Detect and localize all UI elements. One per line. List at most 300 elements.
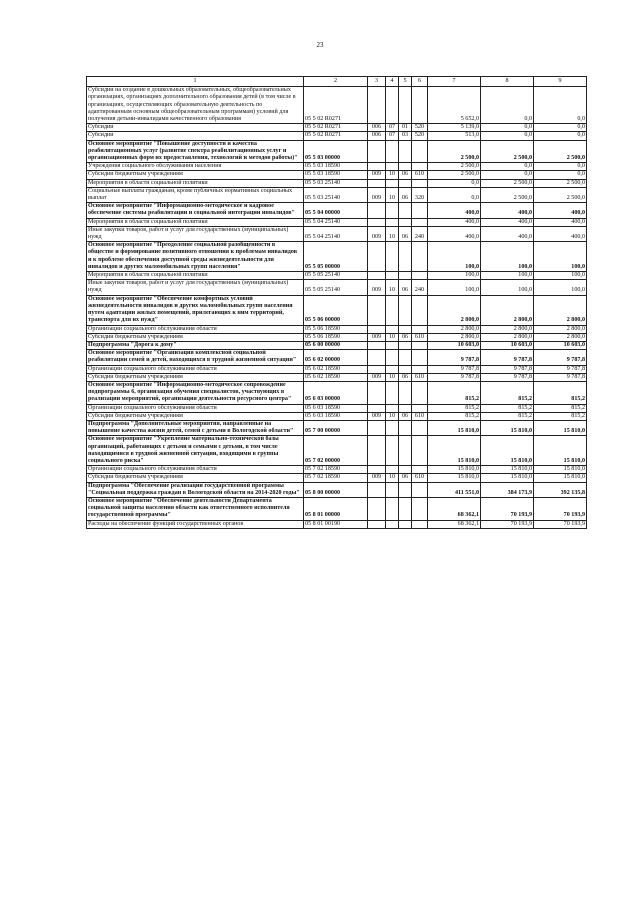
column-4-cell [386,272,399,280]
table-row [87,187,587,202]
column-5-cell [399,140,412,163]
budget-code-cell: 05 8 01 00190 [304,520,368,528]
column-3-cell [368,520,386,528]
column-8-value: 0,0 [481,132,534,140]
column-7-value: 0,0 [428,187,481,202]
budget-code-cell: 05 5 06 18590 [304,325,368,333]
table-row [87,365,587,373]
table-row [87,333,587,341]
column-6-cell [412,242,428,272]
column-9-value: 400,0 [534,203,587,218]
column-6-cell [412,350,428,365]
column-7-value: 9 787,8 [428,350,481,365]
column-header: 1 [87,77,304,87]
budget-code-cell: 05 5 02 R0271 [304,87,368,124]
budget-code-cell: 05 5 03 18590 [304,171,368,179]
column-7-value: 9 787,8 [428,373,481,381]
column-4-cell [386,325,399,333]
column-6-cell [412,203,428,218]
column-3-cell [368,365,386,373]
budget-code-cell: 05 5 03 25140 [304,187,368,202]
column-8-value: 100,0 [481,242,534,272]
column-7-value: 9 787,8 [428,365,481,373]
column-8-value: 2 800,0 [481,333,534,341]
column-header: 9 [534,77,587,87]
column-9-value: 15 810,0 [534,474,587,482]
column-7-value: 2 500,0 [428,163,481,171]
column-5-cell [399,325,412,333]
row-name-cell: Основное мероприятие "Преодоление социальной разобщенности в обществе и формирование позитивного отношения к проблемам инвалидов и к проблеме обеспечения доступной среды жизнедеятельности для инвалидов и других маломобильных групп населения" [87,242,304,272]
table-row [87,474,587,482]
table-row [87,325,587,333]
budget-code-cell: 05 7 00 00000 [304,420,368,435]
column-header: 6 [412,77,428,87]
column-5-cell [399,272,412,280]
column-8-value: 815,2 [481,412,534,420]
column-3-cell: 009 [368,333,386,341]
column-8-value: 15 810,0 [481,474,534,482]
budget-code-cell: 05 5 05 00000 [304,242,368,272]
table-row [87,482,587,497]
column-6-cell: 240 [412,280,428,295]
budget-code-cell: 05 5 04 25140 [304,226,368,241]
column-4-cell [386,420,399,435]
column-9-value: 2 500,0 [534,179,587,187]
column-7-value: 2 800,0 [428,333,481,341]
column-9-value: 2 500,0 [534,140,587,163]
row-name-cell: Мероприятия в области социальной политики [87,272,304,280]
column-6-cell [412,163,428,171]
budget-code-cell: 05 5 05 25140 [304,272,368,280]
column-9-value: 9 787,8 [534,365,587,373]
column-9-value: 70 193,9 [534,497,587,520]
column-3-cell [368,404,386,412]
row-name-cell: Подпрограмма "Дополнительные мероприятия, направленные на повышение качества жизни детей, семей с детьми в Вологодской области" [87,420,304,435]
row-name-cell: Субсидии [87,132,304,140]
column-7-value: 815,2 [428,381,481,404]
budget-code-cell: 05 6 00 00000 [304,341,368,349]
column-8-value: 815,2 [481,404,534,412]
column-7-value: 15 810,0 [428,466,481,474]
column-3-cell [368,482,386,497]
table-row [87,404,587,412]
column-5-cell [399,420,412,435]
column-3-cell [368,350,386,365]
row-name-cell: Субсидии на создание в дошкольных образовательных, общеобразовательных организациях, организациях дополнительного образования детей (в том числе в организациях, осуществляющих образовательную деятельность по адаптированным основным общеобразовательным программам) условий для получения детьми-инвалидами качественного образования [87,87,304,124]
column-8-value: 2 800,0 [481,325,534,333]
column-8-value: 0,0 [481,87,534,124]
column-7-value: 2 800,0 [428,325,481,333]
column-5-cell [399,295,412,325]
column-8-value: 2 500,0 [481,179,534,187]
column-9-value: 0,0 [534,163,587,171]
column-4-cell [386,218,399,226]
column-5-cell [399,365,412,373]
column-header: 3 [368,77,386,87]
column-5-cell [399,218,412,226]
column-7-value: 2 500,0 [428,140,481,163]
column-4-cell [386,295,399,325]
row-name-cell: Иные закупки товаров, работ и услуг для государственных (муниципальных) нужд [87,226,304,241]
row-name-cell: Субсидии бюджетным учреждениям [87,412,304,420]
column-4-cell: 10 [386,474,399,482]
table-row [87,497,587,520]
column-7-value: 2 800,0 [428,295,481,325]
column-9-value: 15 810,0 [534,420,587,435]
column-3-cell: 009 [368,280,386,295]
column-4-cell [386,163,399,171]
column-8-value: 100,0 [481,280,534,295]
column-8-value: 70 193,9 [481,520,534,528]
row-name-cell: Основное мероприятие "Обеспечение комфортных условий жизнедеятельности инвалидов и других маломобильных групп населения путем адаптации жилых помещений, прилегающих к ним территорий, транспорта для их нужд" [87,295,304,325]
column-header: 2 [304,77,368,87]
column-5-cell: 06 [399,412,412,420]
column-5-cell [399,350,412,365]
column-4-cell: 10 [386,280,399,295]
column-6-cell [412,466,428,474]
column-5-cell [399,381,412,404]
budget-code-cell: 05 6 02 18590 [304,365,368,373]
column-9-value: 400,0 [534,226,587,241]
column-5-cell [399,242,412,272]
column-9-value: 0,0 [534,132,587,140]
table-row [87,381,587,404]
column-8-value: 9 787,8 [481,365,534,373]
column-6-cell [412,365,428,373]
table-row [87,520,587,528]
column-9-value: 100,0 [534,242,587,272]
column-5-cell [399,87,412,124]
budget-code-cell: 05 8 01 00000 [304,497,368,520]
column-3-cell: 009 [368,474,386,482]
column-8-value: 400,0 [481,203,534,218]
column-header: 8 [481,77,534,87]
column-8-value: 400,0 [481,226,534,241]
column-5-cell [399,179,412,187]
row-name-cell: Подпрограмма "Дорога к дому" [87,341,304,349]
column-8-value: 0,0 [481,124,534,132]
column-7-value: 68 362,1 [428,520,481,528]
table-row [87,373,587,381]
column-4-cell: 07 [386,132,399,140]
column-number-header [87,77,587,87]
column-7-value: 2 500,0 [428,171,481,179]
column-6-cell: 610 [412,171,428,179]
column-4-cell [386,140,399,163]
column-5-cell: 06 [399,171,412,179]
column-9-value: 9 787,8 [534,350,587,365]
budget-code-cell: 05 6 03 00000 [304,381,368,404]
row-name-cell: Мероприятия в области социальной политики [87,179,304,187]
column-6-cell: 610 [412,412,428,420]
column-6-cell: 610 [412,333,428,341]
row-name-cell: Основное мероприятие "Укрепление материально-технической базы организаций, работающих с детьми и семьями с детьми, в том числе находящимися в трудной жизненной ситуации, входящими в группы социального риска" [87,436,304,466]
row-name-cell: Организации социального обслуживания области [87,365,304,373]
column-3-cell [368,420,386,435]
column-7-value: 815,2 [428,412,481,420]
table-row [87,179,587,187]
column-9-value: 10 603,0 [534,341,587,349]
table-row [87,132,587,140]
budget-code-cell: 05 5 03 00000 [304,140,368,163]
row-name-cell: Субсидии [87,124,304,132]
column-8-value: 70 193,9 [481,497,534,520]
row-name-cell: Субсидии бюджетным учреждениям [87,373,304,381]
column-4-cell: 10 [386,412,399,420]
column-8-value: 2 500,0 [481,140,534,163]
column-6-cell: 610 [412,474,428,482]
column-9-value: 815,2 [534,381,587,404]
column-4-cell [386,497,399,520]
column-3-cell: 009 [368,187,386,202]
column-9-value: 2 800,0 [534,295,587,325]
column-3-cell [368,341,386,349]
column-4-cell: 10 [386,333,399,341]
column-7-value: 0,0 [428,179,481,187]
column-8-value: 15 810,0 [481,420,534,435]
column-4-cell [386,87,399,124]
column-3-cell: 009 [368,226,386,241]
column-6-cell [412,87,428,124]
table-row [87,350,587,365]
column-6-cell [412,341,428,349]
column-7-value: 68 362,1 [428,497,481,520]
column-3-cell: 006 [368,124,386,132]
column-3-cell [368,436,386,466]
table-row [87,341,587,349]
column-8-value: 815,2 [481,381,534,404]
budget-code-cell: 05 6 02 00000 [304,350,368,365]
column-9-value: 815,2 [534,404,587,412]
table-row [87,140,587,163]
budget-code-cell: 05 5 03 25140 [304,179,368,187]
column-9-value: 2 500,0 [534,187,587,202]
column-9-value: 15 810,0 [534,466,587,474]
column-7-value: 400,0 [428,218,481,226]
column-3-cell [368,163,386,171]
column-5-cell [399,341,412,349]
budget-code-cell: 05 6 02 18590 [304,373,368,381]
budget-code-cell: 05 5 06 18590 [304,333,368,341]
table-row [87,218,587,226]
column-4-cell: 07 [386,124,399,132]
budget-code-cell: 05 7 02 18590 [304,474,368,482]
column-6-cell [412,381,428,404]
column-5-cell: 06 [399,373,412,381]
row-name-cell: Основное мероприятие "Повышение доступности и качества реабилитационных услуг (развитие спектра реабилитационных услуг и организационных форм их предоставления, технологий и методов работы)" [87,140,304,163]
budget-code-cell: 05 5 02 R0271 [304,132,368,140]
row-name-cell: Социальные выплаты гражданам, кроме публичных нормативных социальных выплат [87,187,304,202]
column-9-value: 0,0 [534,124,587,132]
budget-code-cell: 05 7 02 00000 [304,436,368,466]
budget-code-cell: 05 5 03 18590 [304,163,368,171]
column-5-cell [399,163,412,171]
budget-code-cell: 05 7 02 18590 [304,466,368,474]
column-9-value: 400,0 [534,218,587,226]
row-name-cell: Основное мероприятие "Организация комплексной социальной реабилитации семей и детей, находящихся в трудной жизненной ситуации" [87,350,304,365]
column-8-value: 15 810,0 [481,466,534,474]
column-3-cell [368,179,386,187]
column-6-cell [412,436,428,466]
budget-code-cell: 05 5 04 25140 [304,218,368,226]
table-row [87,163,587,171]
column-5-cell: 06 [399,226,412,241]
column-6-cell: 520 [412,124,428,132]
column-5-cell: 06 [399,333,412,341]
column-7-value: 15 810,0 [428,474,481,482]
budget-code-cell: 05 5 05 25140 [304,280,368,295]
column-7-value: 10 603,0 [428,341,481,349]
row-name-cell: Подпрограмма "Обеспечение реализации государственной программы "Социальная поддержка граждан в Вологодской области на 2014-2020 годы" [87,482,304,497]
column-9-value: 9 787,8 [534,373,587,381]
row-name-cell: Организации социального обслуживания области [87,404,304,412]
table-row [87,412,587,420]
column-4-cell [386,381,399,404]
column-9-value: 100,0 [534,280,587,295]
row-name-cell: Учреждения социального обслуживания населения [87,163,304,171]
table-row [87,466,587,474]
table-row [87,436,587,466]
column-4-cell: 10 [386,373,399,381]
column-3-cell [368,87,386,124]
column-7-value: 513,0 [428,132,481,140]
row-name-cell: Мероприятия в области социальной политики [87,218,304,226]
column-3-cell [368,140,386,163]
column-3-cell [368,381,386,404]
column-7-value: 100,0 [428,272,481,280]
column-3-cell: 009 [368,171,386,179]
column-8-value: 10 603,0 [481,341,534,349]
column-6-cell [412,325,428,333]
column-9-value: 100,0 [534,272,587,280]
budget-code-cell: 05 5 02 R0271 [304,124,368,132]
column-3-cell [368,466,386,474]
column-6-cell: 240 [412,226,428,241]
column-9-value: 392 135,8 [534,482,587,497]
table-row [87,87,587,124]
column-7-value: 5 652,0 [428,87,481,124]
column-5-cell: 06 [399,474,412,482]
column-5-cell [399,482,412,497]
column-6-cell [412,482,428,497]
column-4-cell [386,341,399,349]
column-header: 5 [399,77,412,87]
column-5-cell: 03 [399,132,412,140]
column-8-value: 0,0 [481,171,534,179]
column-5-cell: 01 [399,124,412,132]
column-4-cell [386,365,399,373]
column-3-cell [368,325,386,333]
column-4-cell [386,203,399,218]
column-5-cell [399,466,412,474]
table-row [87,280,587,295]
column-4-cell: 10 [386,226,399,241]
column-9-value: 0,0 [534,87,587,124]
column-4-cell: 10 [386,171,399,179]
column-9-value: 15 810,0 [534,436,587,466]
column-5-cell [399,497,412,520]
column-8-value: 9 787,8 [481,373,534,381]
row-name-cell: Расходы на обеспечение функций государственных органов [87,520,304,528]
column-4-cell [386,520,399,528]
column-5-cell [399,520,412,528]
row-name-cell: Основное мероприятие "Информационно-методическое и кадровое обеспечение системы реабилитации и социальной интеграции инвалидов" [87,203,304,218]
row-name-cell: Основное мероприятие "Обеспечение деятельности Департамента социальной защиты населения области как ответственного исполнителя государственной программы" [87,497,304,520]
column-7-value: 15 810,0 [428,420,481,435]
column-6-cell [412,295,428,325]
column-9-value: 0,0 [534,171,587,179]
table-body [87,87,587,529]
column-3-cell [368,272,386,280]
column-6-cell: 320 [412,187,428,202]
budget-code-cell: 05 6 03 18590 [304,412,368,420]
column-3-cell [368,497,386,520]
column-5-cell [399,436,412,466]
column-7-value: 411 551,0 [428,482,481,497]
column-5-cell: 06 [399,187,412,202]
column-9-value: 2 800,0 [534,325,587,333]
column-9-value: 815,2 [534,412,587,420]
column-3-cell: 009 [368,412,386,420]
column-7-value: 15 810,0 [428,436,481,466]
budget-code-cell: 05 5 04 00000 [304,203,368,218]
column-6-cell [412,140,428,163]
budget-code-cell: 05 6 03 18590 [304,404,368,412]
column-5-cell [399,404,412,412]
column-header: 4 [386,77,399,87]
column-3-cell: 009 [368,373,386,381]
table-row [87,124,587,132]
column-6-cell [412,520,428,528]
column-3-cell [368,218,386,226]
column-9-value: 2 800,0 [534,333,587,341]
column-6-cell [412,218,428,226]
row-name-cell: Основное мероприятие "Информационно-методическое сопровождение подпрограммы 6, организация обучения специалистов, участвующих в реализации мероприятий, организация деятельности ресурсного центра" [87,381,304,404]
column-7-value: 400,0 [428,203,481,218]
row-name-cell: Иные закупки товаров, работ и услуг для государственных (муниципальных) нужд [87,280,304,295]
column-8-value: 0,0 [481,163,534,171]
column-7-value: 100,0 [428,242,481,272]
page-number: 23 [316,41,324,49]
column-8-value: 2 500,0 [481,187,534,202]
table-row [87,272,587,280]
column-4-cell [386,482,399,497]
column-7-value: 400,0 [428,226,481,241]
row-name-cell: Субсидии бюджетным учреждениям [87,474,304,482]
row-name-cell: Организации социального обслуживания области [87,466,304,474]
column-4-cell [386,350,399,365]
column-8-value: 100,0 [481,272,534,280]
budget-code-cell: 05 8 00 00000 [304,482,368,497]
column-8-value: 2 800,0 [481,295,534,325]
table-row [87,295,587,325]
column-4-cell [386,436,399,466]
column-3-cell: 006 [368,132,386,140]
column-4-cell: 10 [386,187,399,202]
row-name-cell: Организации социального обслуживания области [87,325,304,333]
budget-table [86,76,587,529]
column-6-cell: 520 [412,132,428,140]
column-8-value: 15 810,0 [481,436,534,466]
column-8-value: 400,0 [481,218,534,226]
column-8-value: 384 173,9 [481,482,534,497]
table-row [87,420,587,435]
table-row [87,171,587,179]
row-name-cell: Субсидии бюджетным учреждениям [87,333,304,341]
column-3-cell [368,242,386,272]
table-row [87,242,587,272]
row-name-cell: Субсидии бюджетным учреждениям [87,171,304,179]
